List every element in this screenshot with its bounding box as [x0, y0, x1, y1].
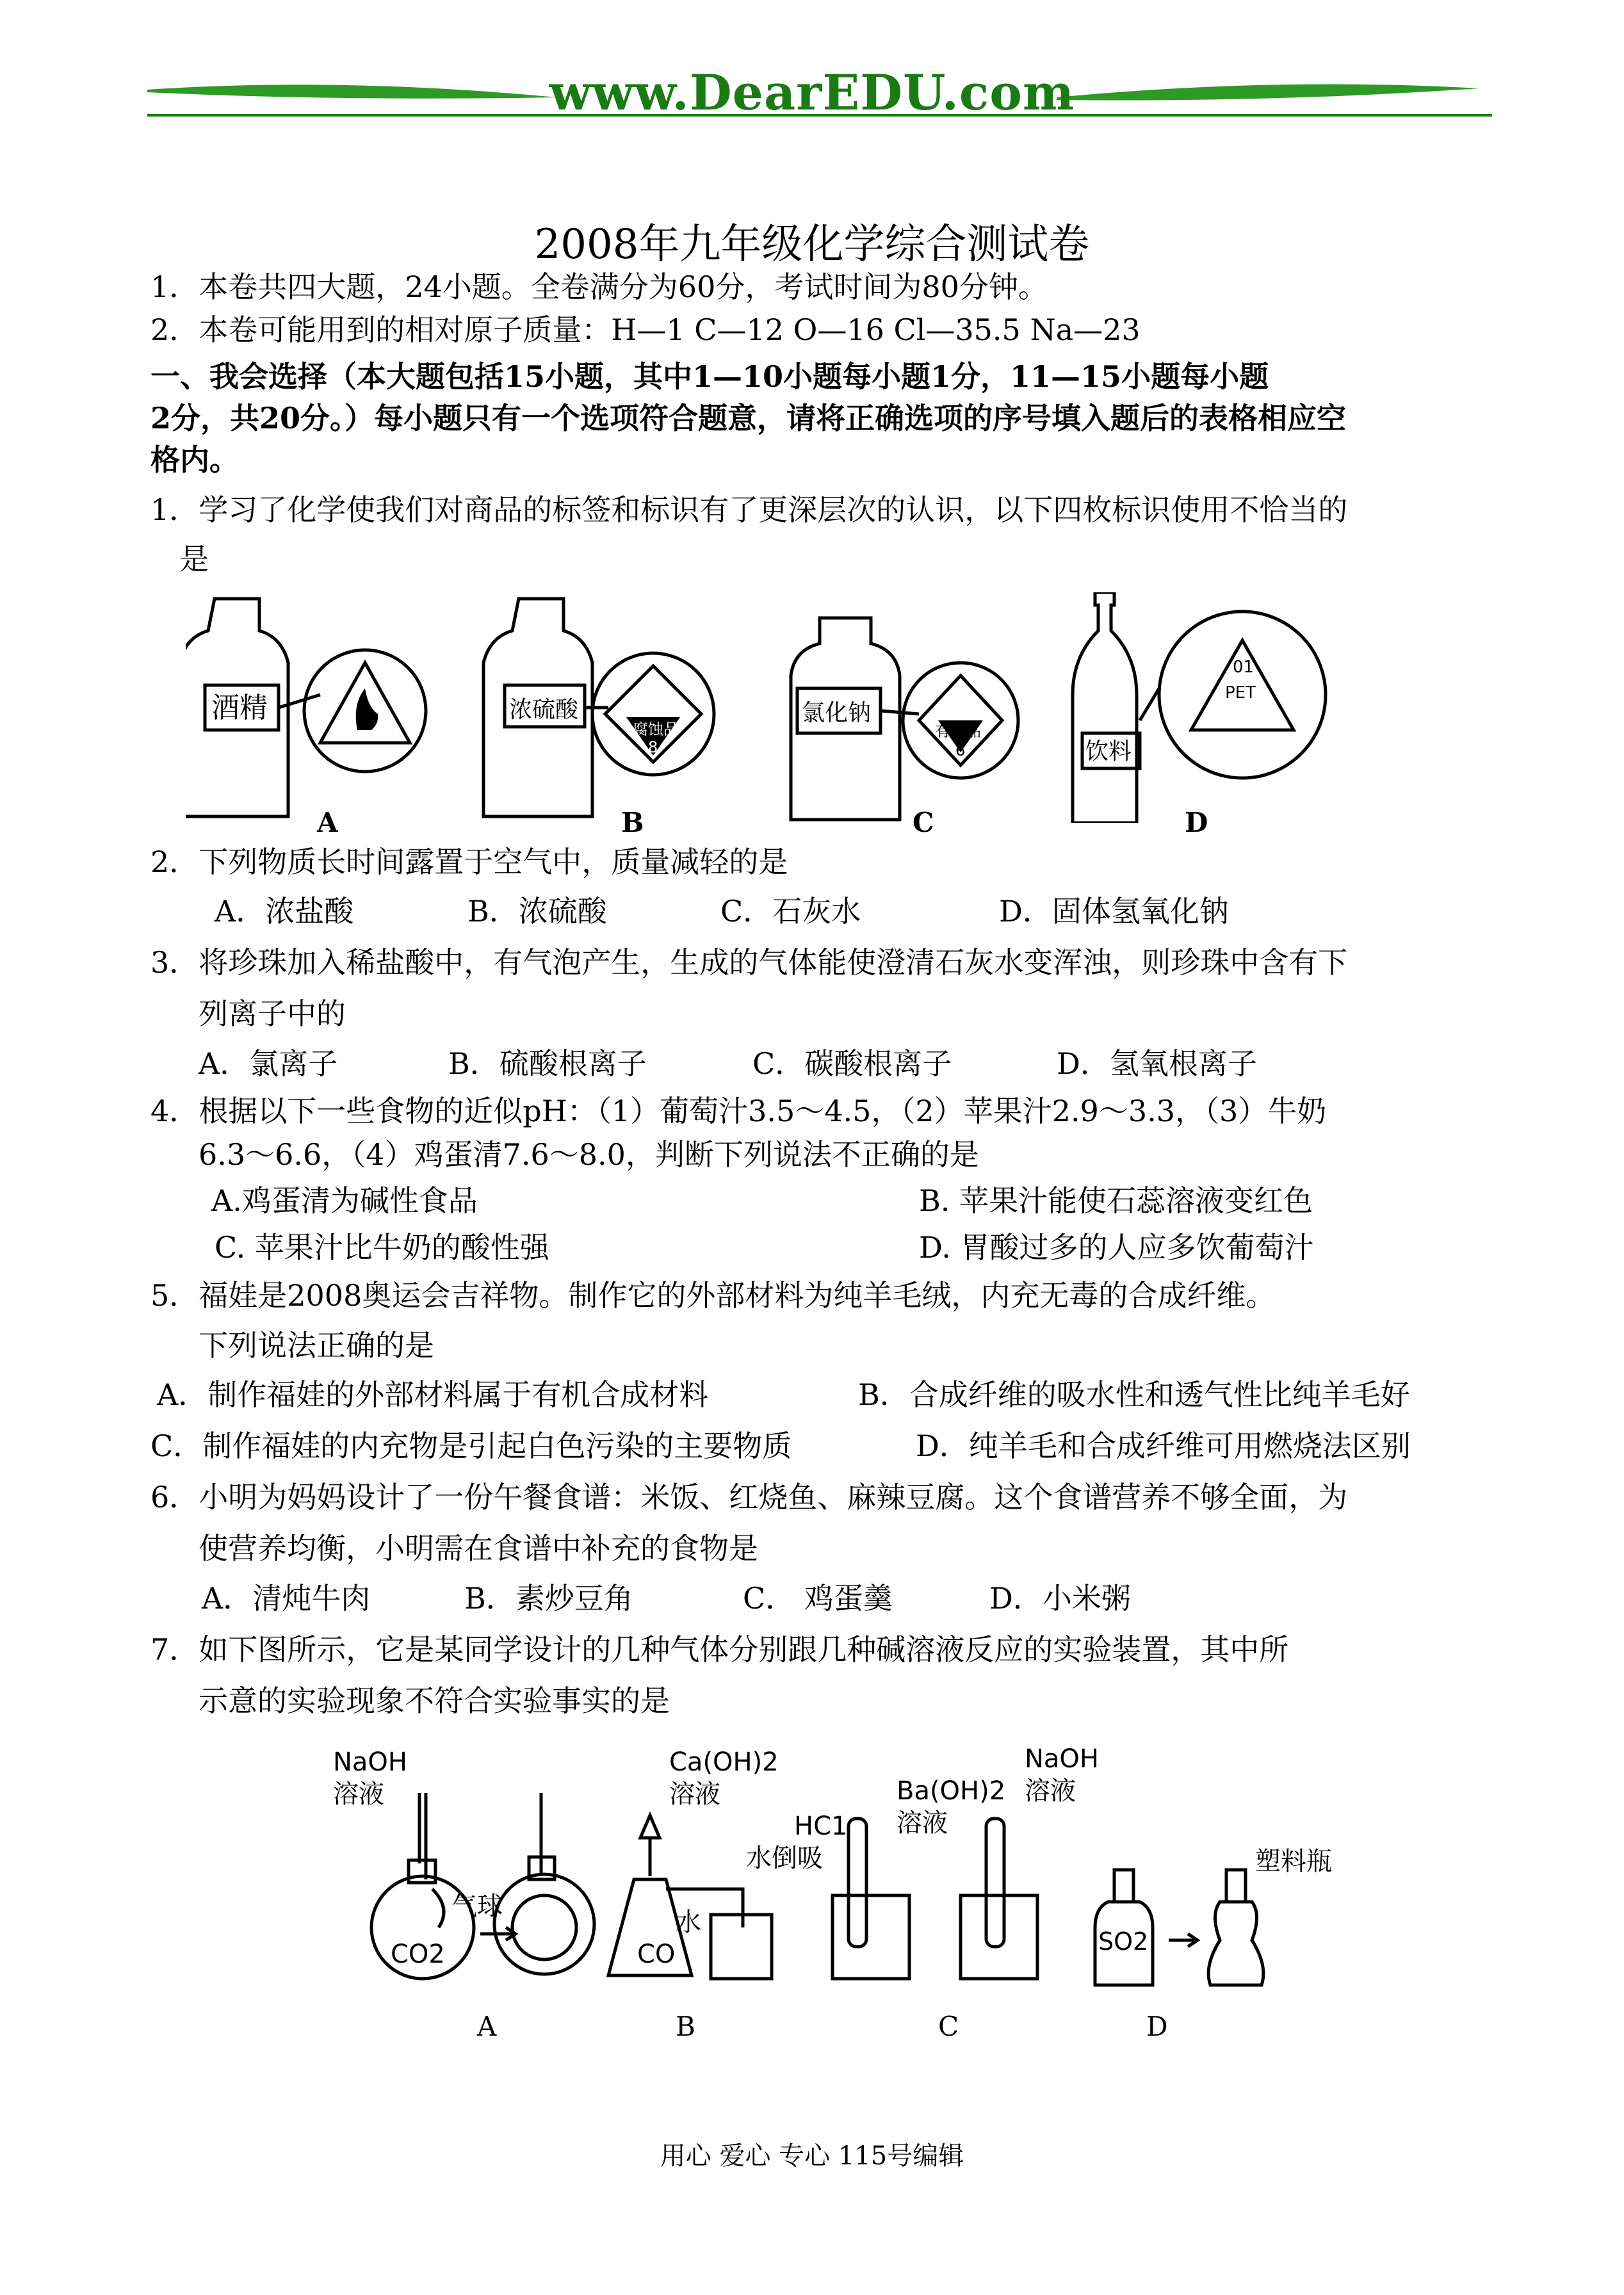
q7-label-c: C [938, 2011, 959, 2042]
page-title: 2008年九年级化学综合测试卷 [534, 221, 1090, 268]
sign-toxic-text: 有毒品 [935, 722, 981, 740]
fig-c-hcl: HC1 [794, 1812, 848, 1841]
section1-line1: 一、我会选择（本大题包括15小题，其中1—10小题每小题1分，11—15小题每小题 [150, 359, 1269, 394]
fig-d-naoh: NaOH [1025, 1744, 1099, 1774]
bottle-label-c: 氯化钠 [802, 700, 872, 726]
sign-recycle-pet: PET [1225, 683, 1256, 702]
q7-label-b: B [676, 2011, 695, 2042]
q6-option-b[interactable]: B．素炒豆角 [464, 1581, 633, 1616]
q5-option-b[interactable]: B．合成纤维的吸水性和透气性比纯羊毛好 [858, 1377, 1410, 1412]
q5-option-d[interactable]: D．纯羊毛和合成纤维可用燃烧法区别 [916, 1429, 1411, 1463]
q4-line2: 6.3～6.6，（4）鸡蛋清7.6～8.0，判断下列说法不正确的是 [199, 1137, 979, 1172]
fig-b-backflow: 水倒吸 [746, 1844, 823, 1873]
q3-line2: 列离子中的 [199, 996, 346, 1031]
q7-label-a: A [477, 2011, 497, 2042]
q3-option-d[interactable]: D．氢氧根离子 [1057, 1046, 1257, 1081]
note-2: 2．本卷可能用到的相对原子质量：H—1 C—12 O—16 Cl—35.5 Na—23 [150, 312, 1141, 347]
sign-recycle-code: 01 [1233, 658, 1255, 677]
q4-option-c[interactable]: C. 苹果汁比牛奶的酸性强 [215, 1230, 549, 1265]
fig-c-baoh2: Ba(OH)2 [897, 1776, 1006, 1806]
fig-b-co: CO [637, 1940, 676, 1969]
fig-d-so2: SO2 [1098, 1927, 1149, 1956]
q6-option-d[interactable]: D．小米粥 [989, 1581, 1131, 1616]
bottle-label-a: 酒精 [211, 692, 268, 724]
bottle-label-b: 浓硫酸 [509, 697, 579, 723]
q3-line1: 3．将珍珠加入稀盐酸中，有气泡产生，生成的气体能使澄清石灰水变浑浊，则珍珠中含有下 [150, 945, 1348, 980]
q4-option-d[interactable]: D. 胃酸过多的人应多饮葡萄汁 [919, 1230, 1314, 1265]
q5-option-a[interactable]: A．制作福娃的外部材料属于有机合成材料 [157, 1377, 709, 1412]
q7-line1: 7．如下图所示，它是某同学设计的几种气体分别跟几种碱溶液反应的实验装置，其中所 [150, 1632, 1289, 1667]
fig-a-co2: CO2 [391, 1940, 445, 1969]
q3-option-b[interactable]: B．硫酸根离子 [448, 1046, 647, 1081]
q6-option-a[interactable]: A．清炖牛肉 [202, 1581, 371, 1616]
fig-d-solution: 溶液 [1025, 1776, 1076, 1806]
bottle-label-d: 饮料 [1085, 738, 1132, 765]
note-1: 1．本卷共四大题，24小题。全卷满分为60分，考试时间为80分钟。 [150, 270, 1048, 304]
q5-line2: 下列说法正确的是 [199, 1328, 434, 1363]
section1-line3: 格内。 [150, 442, 239, 477]
fig-b-caoh2: Ca(OH)2 [669, 1748, 779, 1777]
fig-d-plastic-bottle: 塑料瓶 [1255, 1847, 1332, 1876]
fig-b-solution: 溶液 [669, 1780, 720, 1809]
q2-option-b[interactable]: B．浓硫酸 [467, 894, 607, 929]
q2-option-c[interactable]: C．石灰水 [720, 894, 861, 929]
fig-a-balloon: 气球 [451, 1892, 503, 1921]
header-site[interactable]: www.DearEDU.com [549, 64, 1075, 121]
q7-line2: 示意的实验现象不符合实验事实的是 [199, 1683, 670, 1718]
q4-option-b[interactable]: B. 苹果汁能使石蕊溶液变红色 [919, 1183, 1313, 1218]
q5-line1: 5．福娃是2008奥运会吉祥物。制作它的外部材料为纯羊毛绒，内充无毒的合成纤维。 [150, 1278, 1276, 1313]
q6-option-c[interactable]: C． 鸡蛋羹 [743, 1581, 893, 1616]
q1-label-b: B [621, 807, 644, 838]
q1-line2: 是 [179, 542, 209, 576]
q7-apparatus-illustrations [320, 1742, 1345, 2049]
q3-option-a[interactable]: A．氯离子 [199, 1046, 338, 1081]
q1-label-illustrations [186, 592, 1338, 823]
fig-a-naoh: NaOH [333, 1748, 407, 1777]
sign-toxic-class: 6 [955, 742, 966, 759]
q1-figure [186, 592, 1338, 823]
q2-option-a[interactable]: A．浓盐酸 [215, 894, 354, 929]
q6-line1: 6．小明为妈妈设计了一份午餐食谱：米饭、红烧鱼、麻辣豆腐。这个食谱营养不够全面，为 [150, 1480, 1348, 1514]
fig-a-solution: 溶液 [333, 1780, 384, 1809]
q7-figure [320, 1742, 1345, 2049]
q3-option-c[interactable]: C．碳酸根离子 [752, 1046, 952, 1081]
q5-option-c[interactable]: C．制作福娃的内充物是引起白色污染的主要物质 [150, 1429, 792, 1463]
page-footer: 用心 爱心 专心 115号编辑 [660, 2141, 964, 2171]
q2-stem: 2．下列物质长时间露置于空气中，质量减轻的是 [150, 845, 788, 879]
q1-label-d: D [1185, 807, 1208, 838]
fig-c-solution: 溶液 [897, 1808, 948, 1838]
q7-label-d: D [1146, 2011, 1168, 2042]
q1-label-c: C [913, 807, 934, 838]
q1-label-a: A [317, 807, 338, 838]
sign-corrosive-text: 腐蚀品 [633, 720, 679, 738]
q6-line2: 使营养均衡，小明需在食谱中补充的食物是 [199, 1531, 758, 1566]
q1-line1: 1．学习了化学使我们对商品的标签和标识有了更深层次的认识，以下四枚标识使用不恰当的 [150, 492, 1348, 527]
q4-option-a[interactable]: A.鸡蛋清为碱性食品 [211, 1183, 478, 1218]
sign-corrosive-class: 8 [648, 738, 658, 756]
q2-option-d[interactable]: D．固体氢氧化钠 [999, 894, 1229, 929]
q4-line1: 4．根据以下一些食物的近似pH：（1）葡萄汁3.5～4.5，（2）苹果汁2.9～3.3，（3）牛奶 [150, 1094, 1327, 1128]
section1-line2: 2分，共20分。）每小题只有一个选项符合题意，请将正确选项的序号填入题后的表格相应空 [150, 401, 1347, 435]
fig-b-water: 水 [676, 1908, 701, 1937]
